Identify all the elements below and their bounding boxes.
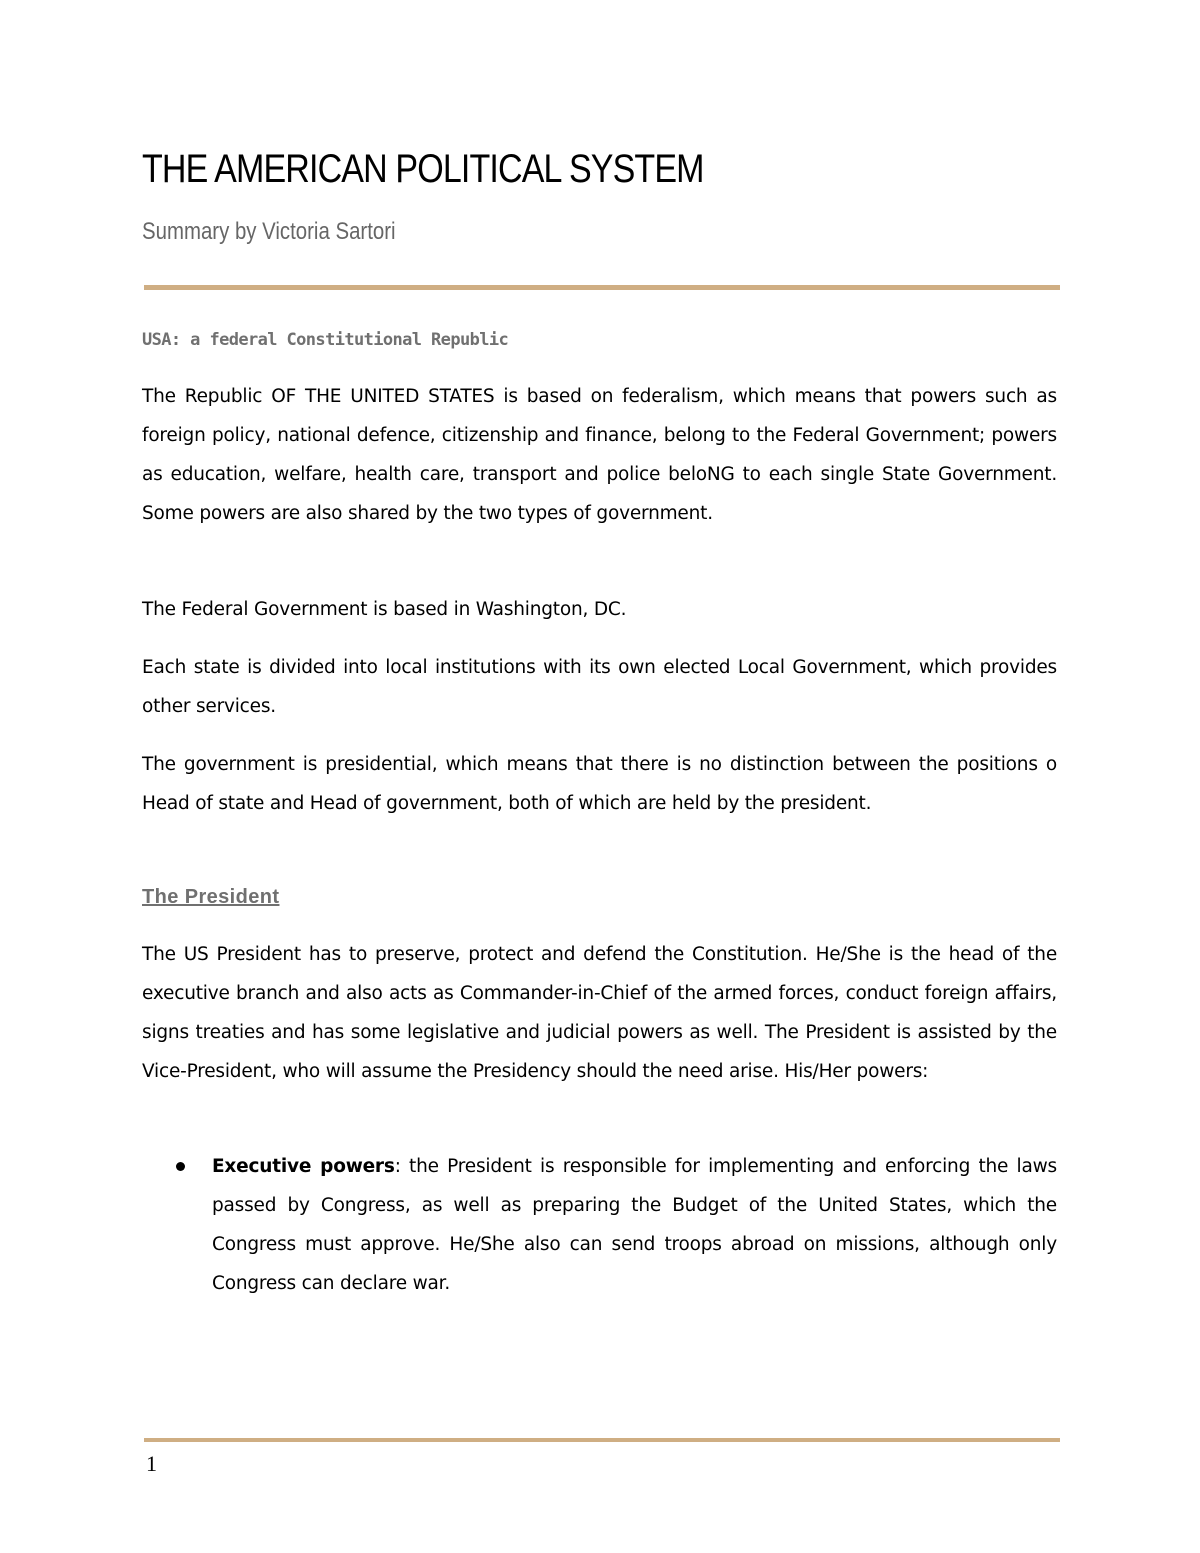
page-number: 1: [146, 1451, 157, 1476]
bullet-icon: [176, 1162, 185, 1171]
paragraph-federal-government: The Federal Government is based in Washington, DC.: [142, 599, 627, 620]
bullet-text: : the President is responsible for implementing and enforcing the laws passed by Congress, as well as preparing the Budget of the United States, which the Congress must approve. He/She also can send troops abroad on missions, although only Congress can declare war.: [212, 1156, 1057, 1294]
footer-divider: [144, 1438, 1060, 1442]
document-subtitle: Summary by Victoria Sartori: [142, 218, 396, 245]
paragraph-presidential: The government is presidential, which means that there is no distinction between the positions o Head of state and Head of government, both of which are held by the president.: [142, 754, 1057, 814]
section-heading-president: The President: [142, 886, 280, 908]
list-item-executive-powers: [142, 1147, 1057, 1303]
bullet-term: Executive powers: [212, 1156, 395, 1177]
header-divider: [144, 285, 1060, 290]
paragraph-federalism: The Republic OF THE UNITED STATES is based on federalism, which means that powers such as foreign policy, national defence, citizenship and finance, belong to the Federal Government; powers as education, welfare, health care, transport and police beloNG to each single State Government. Some powers are also shared by the two types of government.: [142, 386, 1057, 524]
document-title: THE AMERICAN POLITICAL SYSTEM: [142, 147, 704, 191]
powers-list: [142, 1147, 1057, 1303]
paragraph-local-government: Each state is divided into local institutions with its own elected Local Government, which provides other services.: [142, 657, 1057, 717]
section-heading-usa: USA: a federal Constitutional Republic: [142, 330, 509, 350]
paragraph-president-role: The US President has to preserve, protect and defend the Constitution. He/She is the head of the executive branch and also acts as Commander-in-Chief of the armed forces, conduct foreign affairs, signs treaties and has some legislative and judicial powers as well. The President is assisted by the Vice-President, who will assume the Presidency should the need arise. His/Her powers:: [142, 944, 1057, 1082]
